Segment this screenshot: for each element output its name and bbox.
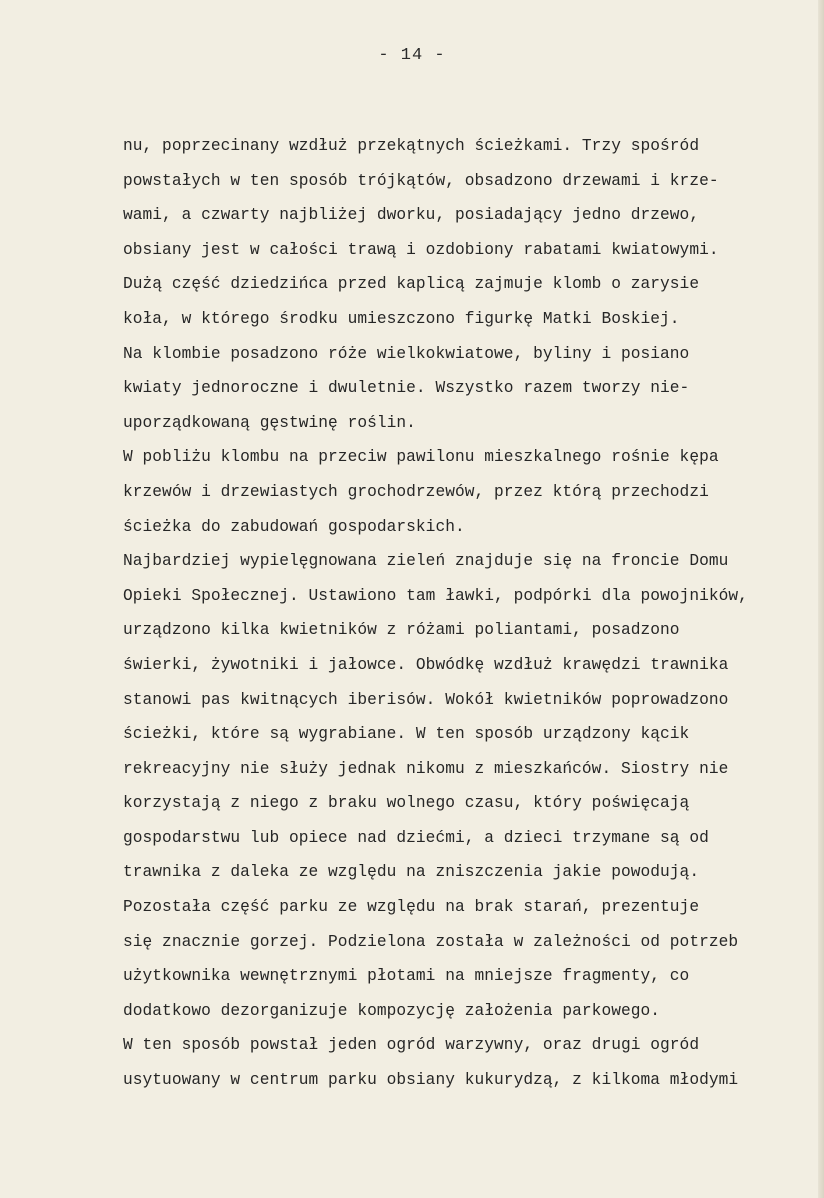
text-line: W ten sposób powstał jeden ogród warzywny, oraz drugi ogród xyxy=(123,1036,700,1055)
text-line: powstałych w ten sposób trójkątów, obsadzono drzewami i krze- xyxy=(123,171,719,190)
text-line: uporządkowaną gęstwinę roślin. xyxy=(123,413,416,432)
text-line: Najbardziej wypielęgnowana zieleń znajduje się na froncie Domu xyxy=(123,552,729,571)
text-line: ścieżka do zabudowań gospodarskich. xyxy=(123,517,465,536)
text-line: korzystają z niego z braku wolnego czasu, który poświęcają xyxy=(123,794,690,813)
text-line: się znacznie gorzej. Podzielona została w zależności od potrzeb xyxy=(123,932,739,951)
text-line: Na klombie posadzono róże wielkokwiatowe, byliny i posiano xyxy=(123,344,690,363)
text-line: Opieki Społecznej. Ustawiono tam ławki, podpórki dla powojników, xyxy=(123,586,748,605)
page-number xyxy=(0,46,824,65)
page-number-text: - 14 - xyxy=(378,46,446,65)
text-line: koła, w którego środku umieszczono figurkę Matki Boskiej. xyxy=(123,309,680,328)
text-line: użytkownika wewnętrznymi płotami na mniejsze fragmenty, co xyxy=(123,967,690,986)
text-line: rekreacyjny nie służy jednak nikomu z mieszkańców. Siostry nie xyxy=(123,759,729,778)
text-line: obsiany jest w całości trawą i ozdobiony rabatami kwiatowymi. xyxy=(123,240,719,259)
text-line: wami, a czwarty najbliżej dworku, posiadający jedno drzewo, xyxy=(123,206,700,225)
body-text xyxy=(123,129,813,1098)
page-edge-shadow xyxy=(818,0,824,1198)
text-line: W pobliżu klombu na przeciw pawilonu mieszkalnego rośnie kępa xyxy=(123,448,719,467)
text-line: usytuowany w centrum parku obsiany kukurydzą, z kilkoma młodymi xyxy=(123,1071,739,1090)
text-line: trawnika z daleka ze względu na zniszczenia jakie powodują. xyxy=(123,863,700,882)
text-line: Pozostała część parku ze względu na brak starań, prezentuje xyxy=(123,898,700,917)
text-line: ścieżki, które są wygrabiane. W ten sposób urządzony kącik xyxy=(123,725,690,744)
text-line: gospodarstwu lub opiece nad dziećmi, a dzieci trzymane są od xyxy=(123,828,709,847)
text-line: stanowi pas kwitnących iberisów. Wokół kwietników poprowadzono xyxy=(123,690,729,709)
text-line: nu, poprzecinany wzdłuż przekątnych ścieżkami. Trzy spośród xyxy=(123,137,700,155)
text-line: Dużą część dziedzińca przed kaplicą zajmuje klomb o zarysie xyxy=(123,275,700,294)
text-line: dodatkowo dezorganizuje kompozycję założenia parkowego. xyxy=(123,1001,661,1020)
text-line: krzewów i drzewiastych grochodrzewów, przez którą przechodzi xyxy=(123,482,709,501)
text-line: urządzono kilka kwietników z różami poliantami, posadzono xyxy=(123,621,680,640)
text-line: kwiaty jednoroczne i dwuletnie. Wszystko razem tworzy nie- xyxy=(123,379,690,398)
text-line: świerki, żywotniki i jałowce. Obwódkę wzdłuż krawędzi trawnika xyxy=(123,655,729,674)
